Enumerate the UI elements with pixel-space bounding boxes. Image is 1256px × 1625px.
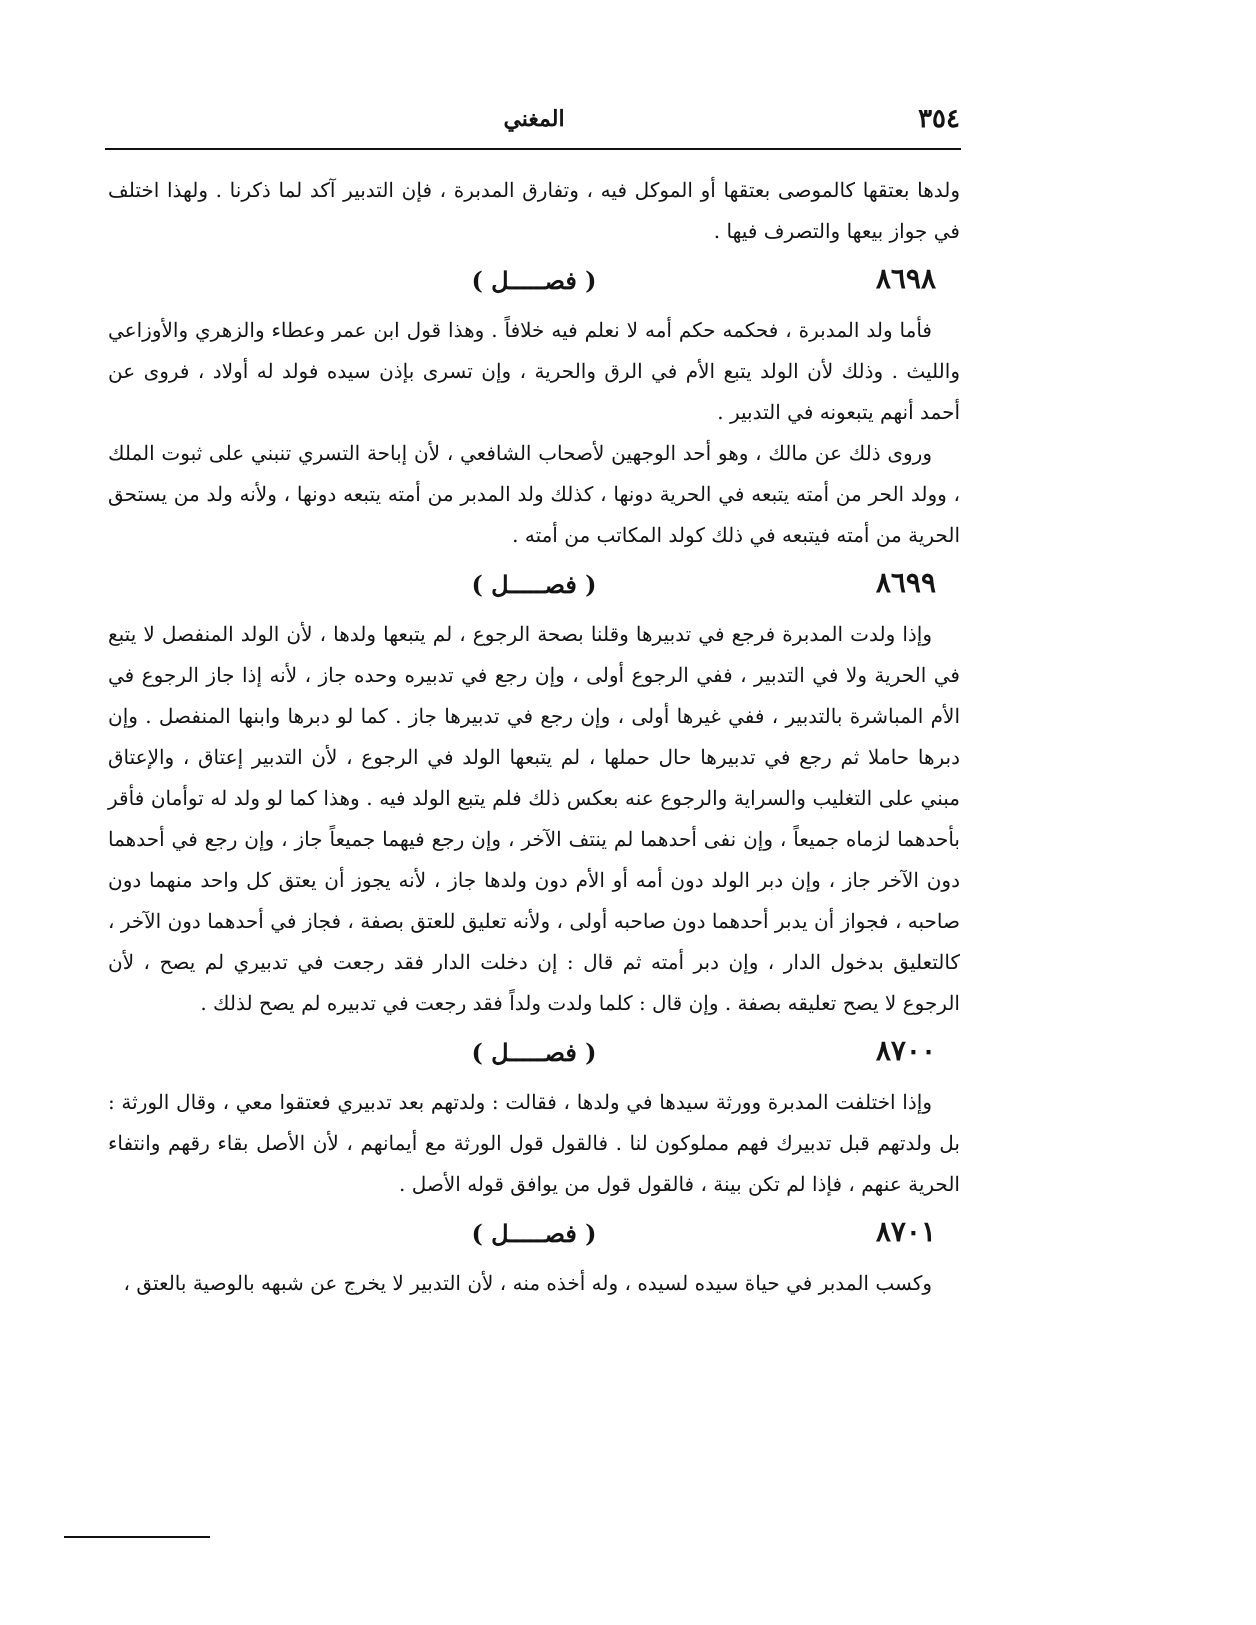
paragraph: وإذا ولدت المدبرة فرجع في تدبيرها وقلنا بصحة الرجوع ، لم يتبعها ولدها ، لأن الولد المنفصل لا يتبع في الحرية ولا في التدبير ، ففي الرجوع أولى ، وإن رجع في تدبيره وحده جاز ، لأنه إذا جاز الرجوع في الأم المباشرة بالتدبير ، ففي غيرها أولى ، وإن رجع في تدبيرها جاز . كما لو دبرها وابنها المنفصل . وإن دبرها حاملا ثم رجع في تدبيرها حال حملها ، لم يتبعها الولد في الرجوع ، لأن التدبير إعتاق ، والإعتاق مبني على التغليب والسراية والرجوع عنه بعكس ذلك فلم يتبع الولد فيه . وهذا كما لو ولد له توأمان فأقر بأحدهما لزماه جميعاً ، وإن نفى أحدهما لم ينتف الآخر ، وإن رجع فيهما جميعاً جاز ، وإن رجع في أحدهما دون الآخر جاز ، وإن دبر الولد دون أمه أو الأم دون ولدها جاز ، لأنه يجوز أن يعتق كل واحد منهما دون صاحبه ، فجواز أن يدبر أحدهما دون صاحبه أولى ، ولأنه تعليق للعتق بصفة ، فجاز في أحدهما دون الآخر ، كالتعليق بدخول الدار ، وإن دبر أمته ثم قال : إن دخلت الدار فقد رجعت في تدبيري لم يصح ، لأن الرجوع لا يصح تعليقه بصفة . وإن قال : كلما ولدت ولداً فقد رجعت في تدبيره لم يصح لذلك . xyxy=(108,622,960,1015)
section-heading xyxy=(108,1209,960,1257)
paragraph: ولدها بعتقها كالموصى بعتقها أو الموكل فيه ، وتفارق المدبرة ، فإن التدبير آكد لما ذكرنا . ولهذا اختلف في جواز بيعها والتصرف فيها . xyxy=(108,178,960,243)
paragraph: وروى ذلك عن مالك ، وهو أحد الوجهين لأصحاب الشافعي ، لأن إباحة التسري تنبني على ثبوت الملك ، وولد الحر من أمته يتبعه في الحرية دونها ، كذلك ولد المدبر من أمته يتبعه دونها ، ولأنه ولد من يستحق الحرية من أمته فيتبعه في ذلك كولد المكاتب من أمته . xyxy=(108,441,960,547)
section-title: ( فصـــــل ) xyxy=(471,1038,597,1067)
header-rule xyxy=(105,148,961,150)
running-title: المغني xyxy=(503,106,565,132)
section-number: ٨٧٠١ xyxy=(875,1215,936,1248)
page-header xyxy=(108,104,960,144)
section-heading xyxy=(108,256,960,304)
section-title: ( فصـــــل ) xyxy=(471,570,597,599)
section-number: ٨٦٩٨ xyxy=(875,262,936,295)
paragraph: وإذا اختلفت المدبرة وورثة سيدها في ولدها ، فقالت : ولدتهم بعد تدبيري فعتقوا معي ، وقال الورثة : بل ولدتهم قبل تدبيرك فهم مملوكون لنا . فالقول قول الورثة مع أيمانهم ، لأن الأصل بقاء رقهم وانتفاء الحرية عنهم ، فإذا لم تكن بينة ، فالقول قول من يوافق قوله الأصل . xyxy=(108,1090,960,1196)
paragraph: فأما ولد المدبرة ، فحكمه حكم أمه لا نعلم فيه خلافاً . وهذا قول ابن عمر وعطاء والزهري والأوزاعي والليث . وذلك لأن الولد يتبع الأم في الرق والحرية ، وإن تسرى بإذن سيده فولد له أولاد ، فروى عن أحمد أنهم يتبعونه في التدبير . xyxy=(108,318,960,424)
page-body xyxy=(108,170,960,1304)
section-title: ( فصـــــل ) xyxy=(471,1219,597,1248)
footnote-rule xyxy=(64,1536,210,1538)
section-heading xyxy=(108,1028,960,1076)
section-heading xyxy=(108,560,960,608)
page-number: ٣٥٤ xyxy=(918,104,960,134)
section-number: ٨٧٠٠ xyxy=(875,1034,936,1067)
section-title: ( فصـــــل ) xyxy=(471,266,597,295)
section-number: ٨٦٩٩ xyxy=(875,566,936,599)
paragraph: وكسب المدبر في حياة سيده لسيده ، وله أخذه منه ، لأن التدبير لا يخرج عن شبهه بالوصية بالعتق ، xyxy=(123,1271,932,1295)
